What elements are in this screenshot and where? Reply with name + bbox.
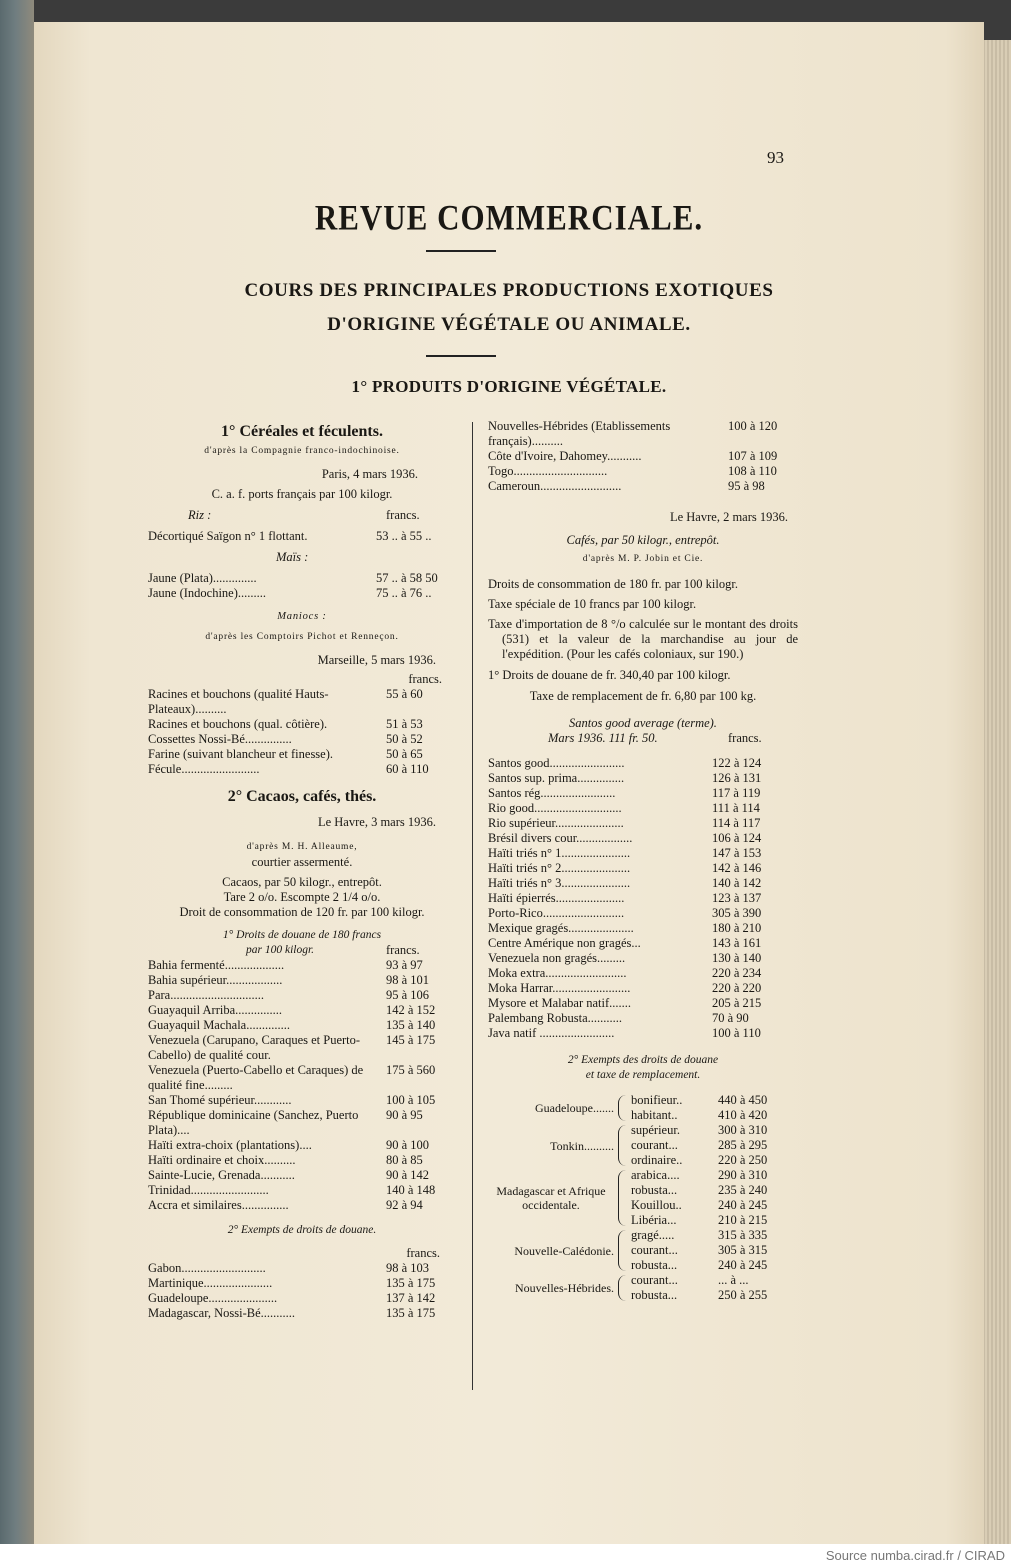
price-row — [148, 747, 456, 762]
product-name: Accra et similaires............... — [148, 1198, 289, 1212]
product-name: Trinidad......................... — [148, 1183, 269, 1197]
page-title: REVUE COMMERCIALE. — [314, 197, 704, 238]
price-row — [148, 1168, 456, 1183]
price-row — [148, 1276, 456, 1291]
product-price: 100 à 120 — [728, 419, 778, 433]
product-price: 123 à 137 — [712, 891, 762, 905]
price-row — [631, 1273, 798, 1288]
cacaos-source-line-2: courtier assermenté. — [251, 855, 353, 869]
price-row — [488, 771, 798, 786]
coffee-francs-header: francs. — [728, 731, 762, 745]
grade-price: 240 à 245 — [718, 1198, 768, 1212]
exempt-heading: 2° Exempts de droits de douane. — [227, 1224, 377, 1236]
product-price: 140 à 148 — [386, 1183, 436, 1197]
cafes-consumption-duty: Droits de consommation de 180 fr. par 100 kilogr. — [488, 577, 738, 591]
cafes-special-tax: Taxe spéciale de 10 francs par 100 kilogr. — [488, 597, 697, 611]
cafes-customs-duty: 1° Droits de douane de fr. 340,40 par 100 kilogr. — [488, 668, 731, 682]
riz-francs-header: francs. — [386, 508, 420, 522]
product-name: Nouvelles-Hébrides (Etablissements français).......... — [488, 419, 671, 448]
grade-name: courant... — [631, 1138, 678, 1152]
price-row — [148, 762, 456, 777]
price-row — [148, 1153, 456, 1168]
price-row — [488, 966, 798, 981]
product-price: 92 à 94 — [386, 1198, 423, 1212]
product-name: Rio good............................ — [488, 801, 622, 815]
riz-list — [148, 529, 456, 544]
price-row — [488, 464, 798, 479]
title-rule — [426, 250, 496, 252]
grade-price: 210 à 215 — [718, 1213, 768, 1227]
origin-grades — [631, 1093, 798, 1123]
book-binding — [0, 0, 34, 1566]
subtitle-rule — [426, 355, 496, 357]
product-price: 95 à 106 — [386, 988, 430, 1002]
product-name: Gabon........................... — [148, 1261, 266, 1275]
product-name: Mysore et Malabar natif....... — [488, 996, 632, 1010]
grade-price: 440 à 450 — [718, 1093, 768, 1107]
brace — [618, 1275, 629, 1301]
cafes-place-date: Le Havre, 2 mars 1936. — [669, 510, 788, 524]
product-name: Para.............................. — [148, 988, 264, 1002]
price-row — [488, 449, 798, 464]
price-row — [631, 1108, 798, 1123]
origin-group — [488, 1273, 798, 1303]
exempt-francs-header: francs. — [406, 1246, 440, 1260]
brace — [618, 1230, 629, 1271]
grade-price: 250 à 255 — [718, 1288, 768, 1302]
page-number: 93 — [767, 148, 784, 167]
product-price: 220 à 234 — [712, 966, 762, 980]
product-name: Fécule......................... — [148, 762, 260, 776]
product-price: 93 à 97 — [386, 958, 423, 972]
maniocs-source: d'après les Comptoirs Pichot et Renneçon. — [205, 632, 399, 642]
grade-name: arabica.... — [631, 1168, 680, 1182]
source-credit: Source numba.cirad.fr / CIRAD — [825, 1548, 1005, 1563]
product-price: 180 à 210 — [712, 921, 762, 935]
maniocs-list — [148, 687, 456, 777]
product-name: Racines et bouchons (qual. côtière). — [148, 717, 328, 731]
origin-country: Guadeloupe....... — [535, 1101, 614, 1115]
product-price: 90 à 142 — [386, 1168, 430, 1182]
price-row — [631, 1198, 798, 1213]
cafes-import-tax: Taxe d'importation de 8 °/o calculée sur le montant des droits (531) et la valeur de la marchandise au jour de l'expédition. (Pour les cafés coloniaux, sur 190.) — [488, 617, 798, 661]
price-row — [148, 1093, 456, 1108]
product-price: 140 à 142 — [712, 876, 762, 890]
product-name: Cossettes Nossi-Bé............... — [148, 732, 292, 746]
price-row — [488, 861, 798, 876]
origin-group — [488, 1228, 798, 1273]
price-row — [488, 876, 798, 891]
product-price: 60 à 110 — [386, 762, 429, 776]
product-name: Bahia fermenté................... — [148, 958, 285, 972]
product-price: 143 à 161 — [712, 936, 762, 950]
grade-name: courant... — [631, 1243, 678, 1257]
product-price: 100 à 105 — [386, 1093, 436, 1107]
product-price: 98 à 103 — [386, 1261, 430, 1275]
product-name: Haïti ordinaire et choix.......... — [148, 1153, 296, 1167]
product-price: 111 à 114 — [712, 801, 760, 815]
product-price: 50 à 52 — [386, 732, 423, 746]
price-row — [148, 687, 456, 717]
grade-name: gragé..... — [631, 1228, 675, 1242]
product-price: 122 à 124 — [712, 756, 762, 770]
price-row — [488, 921, 798, 936]
price-row — [148, 1108, 456, 1138]
cacaos-basis-line-1: Cacaos, par 50 kilogr., entrepôt. — [222, 875, 382, 889]
product-price: 53 .. à 55 .. — [376, 529, 432, 543]
product-name: Venezuela (Carupano, Caraques et Puerto-Cabello) de qualité cour. — [148, 1033, 361, 1062]
left-column — [148, 422, 456, 1321]
price-row — [148, 1183, 456, 1198]
price-row — [488, 996, 798, 1011]
origin-group — [488, 1168, 798, 1228]
price-row — [148, 973, 456, 988]
grade-name: robusta... — [631, 1258, 678, 1272]
product-name: Brésil divers cour.................. — [488, 831, 633, 845]
duty-heading-line-2: par 100 kilogr. — [246, 944, 315, 956]
cereals-basis: C. a. f. ports français par 100 kilogr. — [211, 487, 393, 501]
product-name: Racines et bouchons (qualité Hauts-Plateaux).......... — [148, 687, 329, 716]
product-price: 135 à 175 — [386, 1276, 436, 1290]
origin-group — [488, 1123, 798, 1168]
product-name: Haïti triés n° 1...................... — [488, 846, 631, 860]
price-row — [631, 1123, 798, 1138]
cereals-source: d'après la Compagnie franco-indochinoise. — [204, 446, 400, 456]
product-price: 142 à 146 — [712, 861, 762, 875]
product-name: Madagascar, Nossi-Bé........... — [148, 1306, 296, 1320]
product-price: 90 à 95 — [386, 1108, 423, 1122]
mais-list — [148, 571, 456, 601]
origin-country: Madagascar et Afrique occidentale. — [496, 1184, 606, 1212]
price-row — [148, 1306, 456, 1321]
product-price: 147 à 153 — [712, 846, 762, 860]
grade-price: 240 à 245 — [718, 1258, 768, 1272]
subtitle-line-2: D'ORIGINE VÉGÉTALE OU ANIMALE. — [327, 314, 691, 335]
grade-name: bonifieur.. — [631, 1093, 683, 1107]
price-row — [631, 1243, 798, 1258]
product-name: Haïti triés n° 3...................... — [488, 876, 631, 890]
price-row — [488, 951, 798, 966]
product-price: 70 à 90 — [712, 1011, 749, 1025]
grade-name: Libéria... — [631, 1213, 677, 1227]
product-name: Martinique...................... — [148, 1276, 273, 1290]
product-price: 98 à 101 — [386, 973, 430, 987]
product-price: 130 à 140 — [712, 951, 762, 965]
price-row — [488, 891, 798, 906]
origin-grades — [631, 1228, 798, 1273]
product-name: Mexique gragés..................... — [488, 921, 634, 935]
price-row — [148, 988, 456, 1003]
brace — [618, 1125, 629, 1166]
coffee-exempt-heading-1: 2° Exempts des droits de douane — [567, 1054, 719, 1066]
page-edges — [981, 40, 1011, 1550]
product-price: 57 .. à 58 50 — [376, 571, 438, 585]
product-price: 145 à 175 — [386, 1033, 436, 1047]
cereals-heading: 1° Céréales et féculents. — [221, 423, 383, 440]
price-row — [148, 958, 456, 973]
price-row — [148, 1003, 456, 1018]
product-price: 95 à 98 — [728, 479, 765, 493]
origin-grades — [631, 1168, 798, 1228]
maniocs-place-date: Marseille, 5 mars 1936. — [317, 653, 436, 667]
grade-name: courant... — [631, 1273, 678, 1287]
product-price: 135 à 140 — [386, 1018, 436, 1032]
subtitle-line-1: COURS DES PRINCIPALES PRODUCTIONS EXOTIQUES — [244, 280, 774, 301]
price-row — [148, 1291, 456, 1306]
product-name: Santos rég........................ — [488, 786, 616, 800]
price-row — [148, 586, 456, 601]
origin-country: Tonkin.......... — [550, 1138, 614, 1153]
santos-average-line-2: Mars 1936. 111 fr. 50. — [548, 731, 658, 745]
cacaos-heading: 2° Cacaos, cafés, thés. — [227, 788, 377, 805]
product-price: 305 à 390 — [712, 906, 762, 920]
product-price: 117 à 119 — [712, 786, 761, 800]
product-name: Venezuela non gragés......... — [488, 951, 626, 965]
product-name: Santos sup. prima............... — [488, 771, 625, 785]
product-price: 75 .. à 76 .. — [376, 586, 432, 600]
grade-price: 285 à 295 — [718, 1138, 768, 1152]
cacao-continued-list — [488, 419, 798, 494]
cacaos-place-date: Le Havre, 3 mars 1936. — [317, 815, 436, 829]
product-price: 107 à 109 — [728, 449, 778, 463]
cereals-place-date: Paris, 4 mars 1936. — [321, 467, 418, 481]
product-price: 50 à 65 — [386, 747, 423, 761]
product-price: 106 à 124 — [712, 831, 762, 845]
price-row — [148, 529, 456, 544]
product-price: 175 à 560 — [386, 1063, 436, 1077]
grade-name: robusta... — [631, 1183, 678, 1197]
product-name: Venezuela (Puerto-Cabello et Caraques) de qualité fine......... — [148, 1063, 364, 1092]
cafes-replacement-tax: Taxe de remplacement de fr. 6,80 par 100 kg. — [529, 689, 757, 703]
product-price: 55 à 60 — [386, 687, 423, 701]
column-divider — [472, 422, 473, 1390]
grade-name: supérieur. — [631, 1123, 680, 1137]
origin-grades — [631, 1123, 798, 1168]
product-price: 137 à 142 — [386, 1291, 436, 1305]
price-row — [148, 1018, 456, 1033]
product-name: Cameroun.......................... — [488, 479, 622, 493]
price-row — [148, 1138, 456, 1153]
price-row — [631, 1183, 798, 1198]
origin-country: Nouvelle-Calédonie. — [514, 1243, 614, 1258]
product-name: Togo.............................. — [488, 464, 608, 478]
product-price: 205 à 215 — [712, 996, 762, 1010]
price-row — [631, 1093, 798, 1108]
grade-price: 315 à 335 — [718, 1228, 768, 1242]
dutiable-cacao-list — [148, 958, 456, 1213]
price-row — [488, 1011, 798, 1026]
right-column — [488, 419, 798, 1303]
riz-label: Riz : — [188, 508, 212, 522]
coffee-exempt-heading-2: et taxe de remplacement. — [585, 1069, 701, 1081]
product-name: Côte d'Ivoire, Dahomey........... — [488, 449, 642, 463]
product-name: Haïti triés n° 2...................... — [488, 861, 631, 875]
price-row — [631, 1213, 798, 1228]
duty-heading-line-1: 1° Droits de douane de 180 francs — [222, 929, 382, 941]
product-price: 142 à 152 — [386, 1003, 436, 1017]
mais-label: Maïs : — [276, 550, 309, 564]
product-name: Haïti épierrés...................... — [488, 891, 625, 905]
product-name: Java natif ........................ — [488, 1026, 615, 1040]
product-name: Palembang Robusta........... — [488, 1011, 623, 1025]
cafes-source: d'après M. P. Jobin et Cie. — [582, 554, 704, 564]
section-title: 1° PRODUITS D'ORIGINE VÉGÉTALE. — [351, 377, 667, 396]
product-name: Centre Amérique non gragés... — [488, 936, 641, 950]
brace — [618, 1170, 629, 1226]
product-name: San Thomé supérieur............ — [148, 1093, 292, 1107]
grade-price: 305 à 315 — [718, 1243, 768, 1257]
product-name: Santos good........................ — [488, 756, 625, 770]
product-name: Guayaquil Arriba............... — [148, 1003, 283, 1017]
product-name: Bahia supérieur.................. — [148, 973, 283, 987]
santos-average-line-1: Santos good average (terme). — [569, 716, 717, 730]
product-price: 108 à 110 — [728, 464, 777, 478]
cacaos-source-line-1: d'après M. H. Alleaume, — [246, 842, 358, 852]
price-row — [488, 816, 798, 831]
product-price: 135 à 175 — [386, 1306, 436, 1320]
price-row — [631, 1138, 798, 1153]
price-row — [488, 846, 798, 861]
grade-price: 290 à 310 — [718, 1168, 768, 1182]
product-name: Guadeloupe...................... — [148, 1291, 278, 1305]
price-row — [488, 419, 798, 449]
price-row — [631, 1153, 798, 1168]
grade-name: Kouillou.. — [631, 1198, 682, 1212]
cafes-basis: Cafés, par 50 kilogr., entrepôt. — [566, 533, 720, 547]
origin-group — [488, 1093, 798, 1123]
price-row — [631, 1228, 798, 1243]
price-row — [488, 479, 798, 494]
product-price: 90 à 100 — [386, 1138, 430, 1152]
product-name: République dominicaine (Sanchez, Puerto Plata).... — [148, 1108, 359, 1137]
product-name: Sainte-Lucie, Grenada........... — [148, 1168, 295, 1182]
product-name: Moka Harrar......................... — [488, 981, 631, 995]
product-name: Rio supérieur...................... — [488, 816, 624, 830]
grade-price: 300 à 310 — [718, 1123, 768, 1137]
product-price: 100 à 110 — [712, 1026, 761, 1040]
price-row — [631, 1258, 798, 1273]
price-row — [148, 571, 456, 586]
grade-price: ... à ... — [718, 1273, 749, 1287]
origin-grades — [631, 1273, 798, 1303]
cacaos-basis-line-2: Tare 2 o/o. Escompte 2 1/4 o/o. — [223, 890, 381, 904]
price-row — [148, 732, 456, 747]
price-row — [148, 1198, 456, 1213]
price-row — [631, 1288, 798, 1303]
cacaos-basis-line-3: Droit de consommation de 120 fr. par 100 kilogr. — [179, 905, 425, 919]
price-row — [488, 801, 798, 816]
document-page — [34, 22, 984, 1544]
maniocs-label: Maniocs : — [277, 611, 327, 622]
origin-country: Nouvelles-Hébrides. — [515, 1281, 614, 1295]
price-row — [488, 831, 798, 846]
price-row — [488, 981, 798, 996]
product-price: 126 à 131 — [712, 771, 762, 785]
product-name: Porto-Rico.......................... — [488, 906, 625, 920]
coffee-price-list — [488, 756, 798, 1041]
product-name: Farine (suivant blancheur et finesse). — [148, 747, 334, 761]
brace — [618, 1095, 629, 1121]
exempt-cacao-list — [148, 1261, 456, 1321]
grade-name: ordinaire.. — [631, 1153, 683, 1167]
maniocs-francs-header: francs. — [408, 672, 442, 686]
duty-francs-header: francs. — [386, 943, 420, 957]
product-price: 80 à 85 — [386, 1153, 423, 1167]
price-row — [148, 1063, 456, 1093]
product-name: Moka extra.......................... — [488, 966, 627, 980]
product-price: 51 à 53 — [386, 717, 423, 731]
price-row — [631, 1168, 798, 1183]
coffee-origin-groups — [488, 1093, 798, 1303]
grade-price: 235 à 240 — [718, 1183, 768, 1197]
price-row — [488, 786, 798, 801]
price-row — [488, 1026, 798, 1041]
product-price: 114 à 117 — [712, 816, 761, 830]
grade-price: 410 à 420 — [718, 1108, 768, 1122]
product-name: Décortiqué Saïgon n° 1 flottant. — [148, 529, 308, 543]
product-name: Jaune (Plata).............. — [148, 571, 257, 585]
price-row — [148, 1261, 456, 1276]
price-row — [488, 906, 798, 921]
price-row — [148, 717, 456, 732]
product-price: 220 à 220 — [712, 981, 762, 995]
price-row — [488, 936, 798, 951]
price-row — [148, 1033, 456, 1063]
product-name: Guayaquil Machala.............. — [148, 1018, 290, 1032]
price-row — [488, 756, 798, 771]
grade-price: 220 à 250 — [718, 1153, 768, 1167]
product-name: Haïti extra-choix (plantations).... — [148, 1138, 312, 1152]
product-name: Jaune (Indochine)......... — [148, 586, 267, 600]
grade-name: robusta... — [631, 1288, 678, 1302]
grade-name: habitant.. — [631, 1108, 678, 1122]
